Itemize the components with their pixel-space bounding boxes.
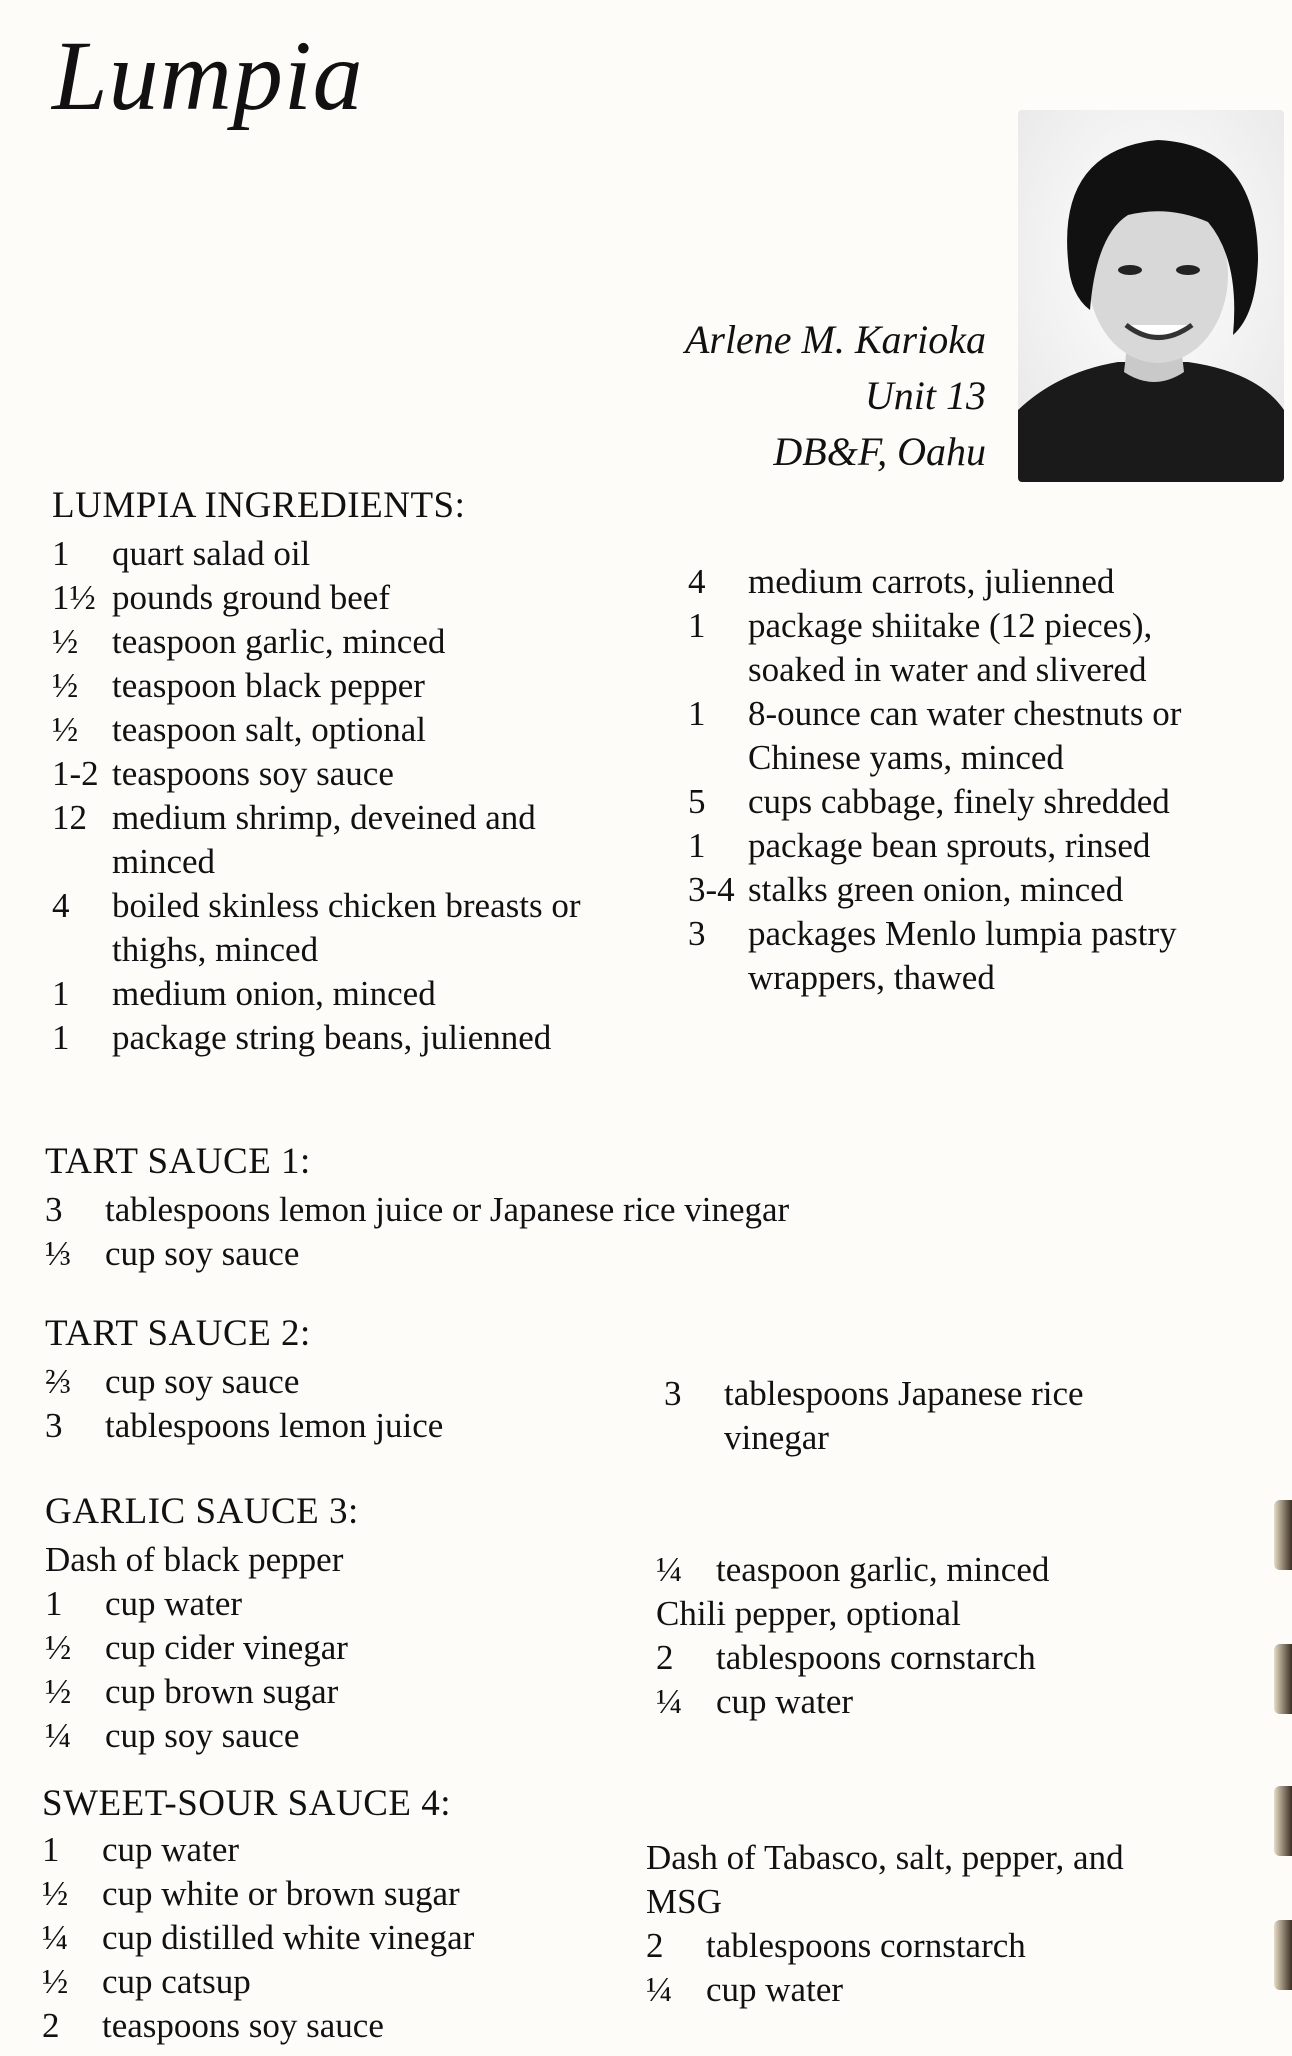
ingredient-item: ¼ cup soy sauce (45, 1716, 300, 1755)
ingredient-item: 3 tablespoons lemon juice (45, 1406, 444, 1445)
ingredient-item: 1 package bean sprouts, rinsed (688, 826, 1151, 865)
lumpia-ingredients-left (52, 532, 612, 1060)
tart-sauce-2-right (664, 1372, 1124, 1460)
ingredient-item: ¼ teaspoon garlic, minced (656, 1550, 1050, 1589)
ingredient-item: ½ cup catsup (42, 1962, 251, 2001)
ingredient-item: 2 tablespoons cornstarch (656, 1638, 1036, 1677)
ingredient-item: Chili pepper, optional (656, 1594, 961, 1633)
ingredient-item: 3 tablespoons lemon juice or Japanese rice vinegar (45, 1190, 790, 1229)
ingredient-item: 1 cup water (45, 1584, 243, 1623)
ingredient-item: 3 tablespoons Japanese rice vinegar (664, 1374, 1084, 1457)
ingredient-item: 1-2 teaspoons soy sauce (52, 754, 394, 793)
author-block (685, 312, 986, 480)
ingredient-item: 1 package shiitake (12 pieces), soaked in water and slivered (688, 606, 1153, 689)
ingredient-item: ½ teaspoon garlic, minced (52, 622, 446, 661)
ingredient-item: ½ teaspoon black pepper (52, 666, 425, 705)
section-heading-tart-sauce-1: TART SAUCE 1: (45, 1141, 311, 1182)
tart-sauce-2-left (45, 1360, 605, 1448)
ingredient-item: 1 medium onion, minced (52, 974, 436, 1013)
section-heading-sweet-sour-sauce-4: SWEET-SOUR SAUCE 4: (42, 1783, 452, 1824)
ingredient-item: 1 quart salad oil (52, 534, 311, 573)
binding-edge-mark (1274, 1644, 1292, 1714)
ingredient-item: ¼ cup water (646, 1970, 844, 2009)
ingredient-item: 3-4 stalks green onion, minced (688, 870, 1124, 909)
ingredient-item: ½ cup cider vinegar (45, 1628, 348, 1667)
ingredient-item: 1½ pounds ground beef (52, 578, 391, 617)
ingredient-item: 4 boiled skinless chicken breasts or thighs, minced (52, 886, 581, 969)
recipe-title: Lumpia (52, 20, 364, 131)
ingredient-item: ¼ cup distilled white vinegar (42, 1918, 475, 1957)
tart-sauce-1-list (45, 1188, 1045, 1276)
ingredient-item: 12 medium shrimp, deveined and minced (52, 798, 536, 881)
ingredient-item: 1 cup water (42, 1830, 240, 1869)
binding-edge-mark (1274, 1920, 1292, 1990)
garlic-sauce-left (45, 1538, 605, 1758)
ingredient-item: ¼ cup water (656, 1682, 854, 1721)
author-name: Arlene M. Karioka (684, 317, 986, 362)
ingredient-item: Dash of Tabasco, salt, pepper, and MSG (646, 1838, 1124, 1921)
ingredient-item: 1 package string beans, julienned (52, 1018, 552, 1057)
author-location: DB&F, Oahu (773, 429, 986, 474)
binding-edge-mark (1274, 1500, 1292, 1570)
ingredient-item: ½ cup brown sugar (45, 1672, 339, 1711)
section-heading-lumpia: LUMPIA INGREDIENTS: (52, 485, 466, 526)
ingredient-item: 5 cups cabbage, finely shredded (688, 782, 1170, 821)
author-unit: Unit 13 (864, 373, 986, 418)
ingredient-item: 2 tablespoons cornstarch (646, 1926, 1026, 1965)
garlic-sauce-right (656, 1548, 1176, 1724)
author-portrait-photo (1018, 110, 1284, 482)
ingredient-item: 3 packages Menlo lumpia pastry wrappers, thawed (688, 914, 1177, 997)
ingredient-item: ½ cup white or brown sugar (42, 1874, 460, 1913)
binding-edge-mark (1274, 1786, 1292, 1856)
sweet-sour-sauce-right (646, 1836, 1166, 2012)
section-heading-garlic-sauce-3: GARLIC SAUCE 3: (45, 1491, 359, 1532)
ingredient-item: 1 8-ounce can water chestnuts or Chinese yams, minced (688, 694, 1182, 777)
sweet-sour-sauce-left (42, 1828, 602, 2048)
ingredient-item: ⅓ cup soy sauce (45, 1234, 300, 1273)
ingredient-item: ⅔ cup soy sauce (45, 1362, 300, 1401)
ingredient-item: 4 medium carrots, julienned (688, 562, 1115, 601)
ingredient-item: ½ teaspoon salt, optional (52, 710, 426, 749)
section-heading-tart-sauce-2: TART SAUCE 2: (45, 1313, 311, 1354)
ingredient-item: 2 teaspoons soy sauce (42, 2006, 384, 2045)
ingredient-item: Dash of black pepper (45, 1540, 344, 1579)
lumpia-ingredients-right (688, 560, 1248, 1000)
